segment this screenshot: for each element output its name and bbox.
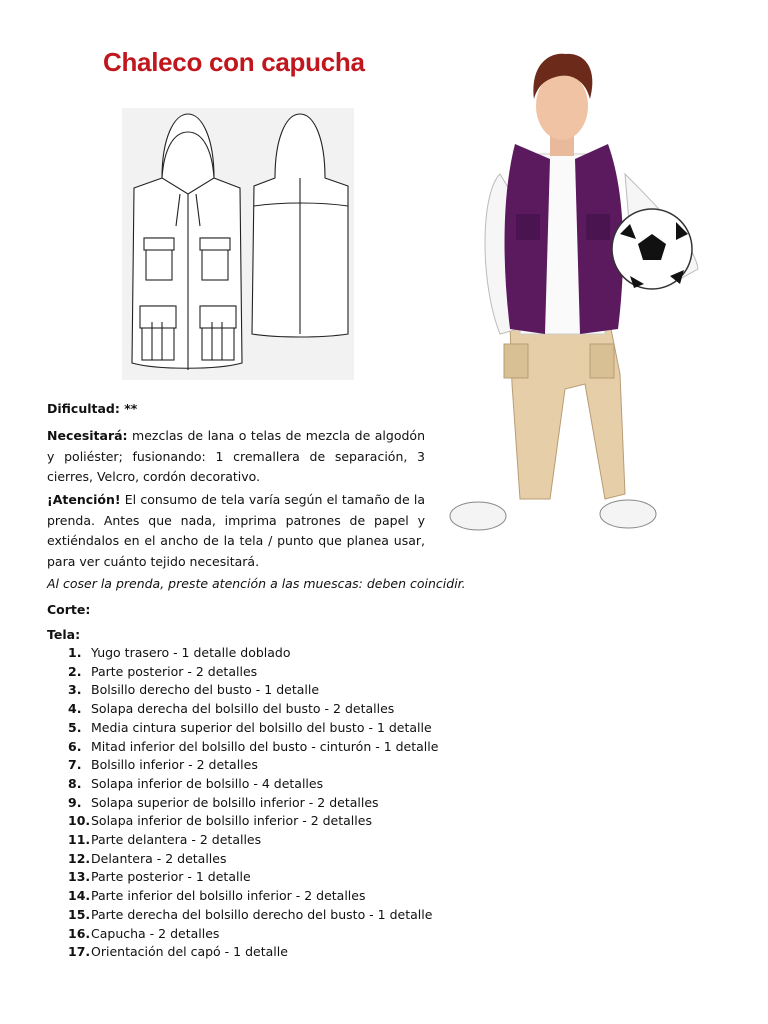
cut-heading: Corte: (47, 602, 91, 617)
list-item: 2. Parte posterior - 2 detalles (68, 663, 258, 679)
page-title: Chaleco con capucha (103, 47, 365, 77)
list-item: 6. Mitad inferior del bolsillo del busto - cinturón - 1 detalle (68, 738, 439, 754)
attention-label: ¡Atención! (47, 492, 121, 507)
materials-paragraph (47, 426, 425, 488)
list-item: 17.Orientación del capó - 1 detalle (68, 944, 288, 960)
notches-note: Al coser la prenda, preste atención a las muescas: deben coincidir. (47, 576, 466, 591)
fabric-heading: Tela: (47, 627, 81, 642)
list-item: 13.Parte posterior - 1 detalle (68, 869, 251, 885)
materials-text: mezclas de lana o telas de mezcla de algodón y poliéster; fusionando: 1 cremallera de separación, 3 cierres, Velcro, cordón decorativo. (47, 428, 425, 484)
list-item: 11.Parte delantera - 2 detalles (68, 832, 262, 848)
difficulty-line (47, 401, 137, 416)
pattern-pieces-list (68, 644, 438, 962)
list-item: 12.Delantera - 2 detalles (68, 850, 227, 866)
list-item: 8. Solapa inferior de bolsillo - 4 detalles (68, 775, 324, 791)
difficulty-value: ** (119, 401, 138, 416)
list-item: 9. Solapa superior de bolsillo inferior - 2 detalles (68, 794, 379, 810)
notches-note-text: Al coser la prenda, preste atención a las muescas: deben coincidir (47, 576, 462, 591)
difficulty-label: Dificultad: (47, 401, 120, 416)
list-item: 1. Yugo trasero - 1 detalle doblado (68, 645, 291, 660)
vest-flat-drawing-icon (122, 108, 354, 380)
list-item: 4. Solapa derecha del bolsillo del busto - 2 detalles (68, 701, 395, 717)
list-item: 5. Media cintura superior del bolsillo del busto - 1 detalle (68, 719, 432, 735)
attention-paragraph (47, 490, 425, 572)
list-item: 15.Parte derecha del bolsillo derecho del busto - 1 detalle (68, 906, 433, 922)
list-item: 7. Bolsillo inferior - 2 detalles (68, 757, 258, 773)
list-item: 16.Capucha - 2 detalles (68, 925, 220, 941)
list-item: 10.Solapa inferior de bolsillo inferior - 2 detalles (68, 813, 372, 829)
list-item: 3. Bolsillo derecho del busto - 1 detalle (68, 682, 320, 698)
boy-with-soccer-ball-icon (440, 44, 710, 544)
materials-label: Necesitará: (47, 428, 128, 443)
attention-text: El consumo de tela varía según el tamaño de la prenda. Antes que nada, imprima patrones de papel y extiéndalos en el ancho de la tela / punto que planea usar, para ver cuánto tejido necesitará. (47, 492, 425, 569)
list-item: 14.Parte inferior del bolsillo inferior - 2 detalles (68, 888, 366, 904)
